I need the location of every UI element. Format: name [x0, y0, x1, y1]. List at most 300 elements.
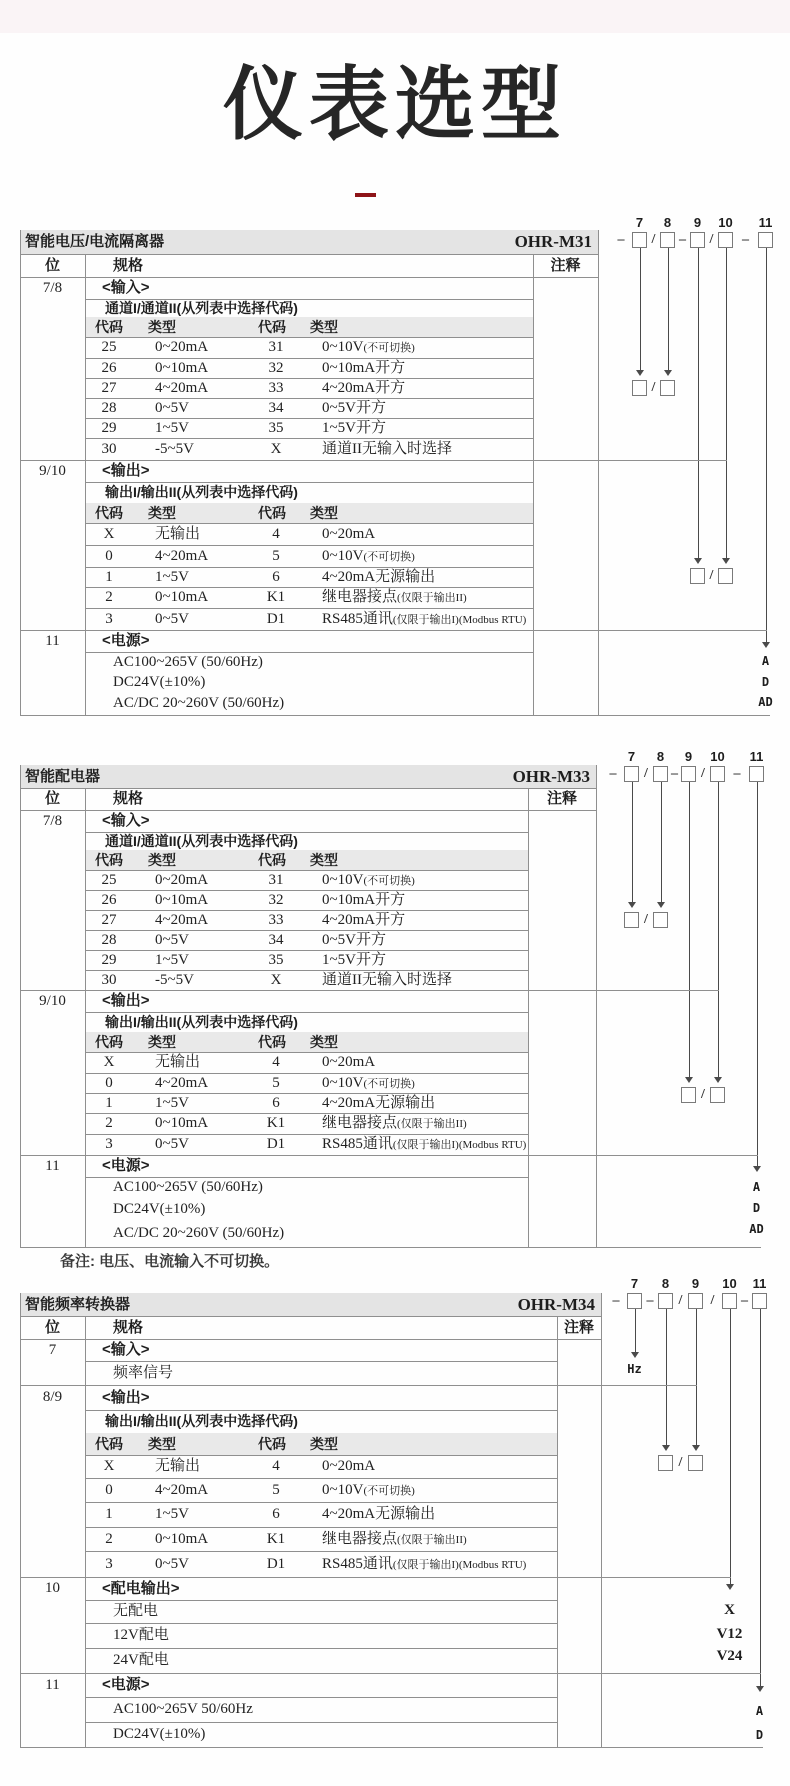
choice-separator: / — [709, 568, 714, 583]
code-header-label: 类型 — [148, 1436, 176, 1452]
section-divider — [20, 1747, 601, 1748]
choice-box — [718, 568, 733, 584]
type-cell: 0~20mA — [322, 526, 376, 542]
code-header-label: 类型 — [148, 319, 176, 335]
code-line — [689, 782, 690, 1077]
model-separator: – — [617, 232, 625, 247]
model-separator: / — [701, 766, 705, 781]
arrow-down-icon — [662, 1445, 670, 1451]
model-separator: / — [651, 232, 656, 247]
code-cell: X — [270, 972, 282, 988]
section-header: <输入> — [102, 279, 150, 296]
model-separator: / — [644, 766, 648, 781]
code-line — [726, 248, 727, 558]
option-code-label: AD — [749, 1222, 764, 1236]
option-cell: AC100~265V (50/60Hz) — [113, 1179, 263, 1195]
code-cell: 0 — [105, 548, 113, 564]
col-header-spec: 规格 — [113, 1319, 144, 1336]
section-pos-label: 9/10 — [39, 463, 66, 479]
type-cell: 0~5V — [155, 611, 189, 627]
choice-box — [624, 912, 639, 928]
option-cell: AC100~265V (50/60Hz) — [113, 654, 263, 670]
type-cell: 0~20mA — [322, 1054, 376, 1070]
model-digit: 7 — [627, 749, 636, 764]
type-cell: 1~5V — [155, 1506, 189, 1522]
code-cell: K1 — [266, 1531, 286, 1547]
col-header-note: 注释 — [546, 790, 577, 807]
table-border-right — [598, 230, 599, 715]
row-line — [85, 545, 533, 546]
model-box — [758, 232, 773, 248]
model-digit: 7 — [635, 215, 644, 230]
code-cell: 35 — [268, 420, 284, 436]
row-line — [85, 1052, 528, 1053]
code-cell: 0 — [105, 1482, 113, 1498]
option-cell: DC24V(±10%) — [113, 1201, 206, 1217]
model-separator: – — [741, 1293, 748, 1308]
code-cell: 1 — [105, 1095, 113, 1111]
title-divider — [20, 788, 596, 789]
type-cell: -5~5V — [155, 972, 194, 988]
section-pos-label: 7/8 — [42, 813, 63, 829]
table-title: 智能频率转换器 — [25, 1296, 131, 1313]
model-digit: 11 — [752, 1276, 767, 1291]
row-line — [85, 870, 528, 871]
type-cell: 0~10V(不可切换) — [322, 339, 415, 355]
choice-box — [688, 1455, 703, 1471]
connector-line — [598, 715, 770, 716]
code-cell: X — [103, 526, 115, 542]
code-cell: 30 — [101, 441, 117, 457]
option-code-label: A — [761, 654, 770, 668]
model-digit: 8 — [656, 749, 665, 764]
type-cell: 继电器接点(仅限于输出II) — [322, 1115, 467, 1131]
row-line — [85, 358, 533, 359]
connector-line — [596, 990, 719, 991]
code-cell: 6 — [272, 1506, 280, 1522]
section-pos-label: 10 — [45, 1580, 60, 1596]
code-cell: 31 — [268, 339, 284, 355]
title-accent-dash — [355, 193, 376, 197]
code-header-label: 类型 — [148, 852, 176, 868]
model-digit: 8 — [663, 215, 672, 230]
code-header-label: 类型 — [310, 319, 338, 335]
type-cell: 0~5V — [155, 1136, 189, 1152]
code-cell: 5 — [272, 1482, 280, 1498]
row-line — [85, 418, 533, 419]
choice-box — [658, 1455, 673, 1471]
code-header-label: 代码 — [95, 1034, 123, 1050]
code-cell: 33 — [268, 912, 284, 928]
type-cell: 1~5V — [155, 1095, 189, 1111]
section-pos-label: 11 — [45, 633, 60, 649]
code-line — [730, 1309, 731, 1584]
section-header: <电源> — [102, 1676, 150, 1693]
code-cell: 4 — [272, 1458, 280, 1474]
code-cell: 5 — [272, 1075, 280, 1091]
model-separator: – — [733, 766, 741, 781]
pos-column-divider — [85, 254, 86, 715]
model-digit: 10 — [710, 749, 725, 764]
type-cell: 0~5V开方 — [322, 400, 386, 416]
model-box — [653, 766, 668, 782]
choice-separator: / — [678, 1455, 683, 1470]
code-cell: 3 — [105, 1556, 113, 1572]
code-line — [661, 782, 662, 902]
row-line — [85, 930, 528, 931]
model-separator: / — [710, 1293, 715, 1308]
connector-line — [598, 460, 727, 461]
type-cell: 无输出 — [155, 1458, 201, 1474]
option-code-label: V12 — [716, 1626, 743, 1642]
model-separator: / — [678, 1293, 683, 1308]
model-digit: 10 — [722, 1276, 737, 1291]
option-code-label: X — [724, 1602, 735, 1618]
section-pos-label: 8/9 — [42, 1389, 63, 1405]
code-header-label: 类型 — [310, 852, 338, 868]
option-cell: AC/DC 20~260V (50/60Hz) — [113, 1225, 285, 1241]
code-cell: 31 — [268, 872, 284, 888]
arrow-down-icon — [631, 1352, 639, 1358]
code-cell: 6 — [272, 1095, 280, 1111]
footnote: 备注: 电压、电流输入不可切换。 — [60, 1253, 280, 1270]
section-divider — [20, 1247, 596, 1248]
model-number: OHR-M33 — [512, 767, 590, 786]
code-cell: 0 — [105, 1075, 113, 1091]
col-header-spec: 规格 — [113, 790, 144, 807]
col-header-pos: 位 — [44, 257, 60, 274]
arrow-down-icon — [657, 902, 665, 908]
code-cell: 32 — [268, 360, 284, 376]
model-digit: 10 — [718, 215, 733, 230]
type-cell: 0~10mA — [155, 1531, 209, 1547]
connector-line — [596, 1155, 758, 1156]
type-cell: 0~5V — [155, 400, 189, 416]
option-cell: DC24V(±10%) — [113, 674, 206, 690]
type-cell: 通道II无输入时选择 — [322, 441, 452, 457]
choice-box — [710, 1087, 725, 1103]
type-cell: 4~20mA — [155, 1482, 209, 1498]
section-subheader: 输出I/输出II(从列表中选择代码) — [105, 484, 298, 500]
type-cell: 0~20mA — [155, 339, 209, 355]
model-box — [627, 1293, 642, 1309]
code-cell: 33 — [268, 380, 284, 396]
arrow-down-icon — [726, 1584, 734, 1590]
section-subheader: 通道I/通道II(从列表中选择代码) — [105, 833, 298, 849]
model-separator: – — [609, 766, 617, 781]
model-box — [710, 766, 725, 782]
code-header-label: 类型 — [148, 505, 176, 521]
arrow-down-icon — [664, 370, 672, 376]
code-cell: 29 — [101, 952, 117, 968]
title-divider — [20, 1316, 601, 1317]
code-cell: 3 — [105, 1136, 113, 1152]
arrow-down-icon — [756, 1686, 764, 1692]
code-header-label: 类型 — [310, 1034, 338, 1050]
type-cell: 0~10mA开方 — [322, 892, 406, 908]
code-cell: 6 — [272, 569, 280, 585]
model-digit: 9 — [693, 215, 702, 230]
code-cell: X — [103, 1458, 115, 1474]
option-cell: AC100~265V 50/60Hz — [113, 1701, 253, 1717]
arrow-down-icon — [636, 370, 644, 376]
type-cell: 继电器接点(仅限于输出II) — [322, 589, 467, 605]
code-header-label: 代码 — [258, 505, 286, 521]
option-cell: 频率信号 — [113, 1365, 174, 1381]
type-cell: 0~10V(不可切换) — [322, 1075, 415, 1091]
code-line — [635, 1309, 636, 1352]
type-cell: 4~20mA — [155, 548, 209, 564]
row-line — [85, 1093, 528, 1094]
type-cell: 0~10V(不可切换) — [322, 872, 415, 888]
page-title: 仪表选型 — [223, 60, 567, 149]
type-cell: RS485通讯(仅限于输出I)(Modbus RTU) — [322, 611, 527, 627]
model-separator: / — [709, 232, 714, 247]
model-box — [658, 1293, 673, 1309]
code-line — [757, 782, 758, 1166]
note-column-divider — [557, 1316, 558, 1747]
code-header-label: 代码 — [258, 319, 286, 335]
section-pos-label: 7/8 — [42, 280, 63, 296]
col-header-pos: 位 — [44, 1319, 60, 1336]
type-cell: 0~20mA — [155, 872, 209, 888]
connector-line — [601, 1747, 763, 1748]
type-cell: 0~10V(不可切换) — [322, 1482, 415, 1498]
section-divider — [20, 715, 598, 716]
option-cell: AC/DC 20~260V (50/60Hz) — [113, 695, 285, 711]
code-cell: X — [270, 441, 282, 457]
type-cell: 4~20mA无源输出 — [322, 1506, 436, 1522]
model-separator: – — [742, 232, 749, 247]
option-cell: DC24V(±10%) — [113, 1726, 206, 1742]
type-cell: RS485通讯(仅限于输出I)(Modbus RTU) — [322, 1136, 527, 1152]
option-code-label: D — [755, 1728, 764, 1742]
choice-separator: / — [644, 912, 648, 927]
model-separator: – — [646, 1293, 654, 1308]
code-line — [760, 1309, 761, 1686]
section-header: <输出> — [102, 1389, 150, 1406]
type-cell: 1~5V — [155, 420, 189, 436]
connector-line — [598, 630, 767, 631]
title-divider — [20, 254, 598, 255]
section-pos-label: 9/10 — [39, 993, 66, 1009]
model-digit: 7 — [630, 1276, 639, 1291]
model-box — [688, 1293, 703, 1309]
type-cell: 4~20mA — [155, 1075, 209, 1091]
code-cell: 1 — [105, 569, 113, 585]
option-code-label: A — [752, 1180, 761, 1194]
code-cell: 26 — [101, 892, 117, 908]
row-line — [85, 1073, 528, 1074]
table-border-right — [596, 765, 597, 1247]
type-cell: 0~10mA — [155, 360, 209, 376]
code-cell: 27 — [101, 380, 117, 396]
section-pos-label: 7 — [48, 1342, 57, 1358]
connector-line — [601, 1577, 731, 1578]
option-cell: 24V配电 — [113, 1652, 169, 1668]
code-cell: X — [103, 1054, 115, 1070]
type-cell: 4~20mA开方 — [322, 912, 406, 928]
code-cell: 4 — [272, 526, 280, 542]
option-code-label: AD — [758, 695, 773, 709]
section-header: <电源> — [102, 1157, 150, 1174]
code-line — [766, 248, 767, 642]
arrow-down-icon — [628, 902, 636, 908]
model-box — [660, 232, 675, 248]
code-cell: 34 — [268, 400, 284, 416]
type-cell: 4~20mA — [155, 380, 209, 396]
section-subheader: 输出I/输出II(从列表中选择代码) — [105, 1014, 298, 1030]
code-line — [632, 782, 633, 902]
pos-column-divider — [85, 1316, 86, 1747]
type-cell: 1~5V开方 — [322, 420, 386, 436]
section-subheader: 通道I/通道II(从列表中选择代码) — [105, 300, 298, 316]
code-line — [666, 1309, 667, 1445]
row-line — [85, 378, 533, 379]
model-number: OHR-M31 — [514, 232, 592, 251]
arrow-down-icon — [692, 1445, 700, 1451]
choice-box — [660, 380, 675, 396]
code-cell: 28 — [101, 400, 117, 416]
code-cell: D1 — [266, 611, 286, 627]
code-cell: 25 — [101, 872, 117, 888]
row-line — [85, 950, 528, 951]
code-line — [668, 248, 669, 370]
type-cell: 0~10mA — [155, 892, 209, 908]
choice-box — [690, 568, 705, 584]
model-box — [690, 232, 705, 248]
code-cell: 34 — [268, 932, 284, 948]
row-line — [85, 398, 533, 399]
code-cell: 35 — [268, 952, 284, 968]
table-title: 智能电压/电流隔离器 — [25, 233, 165, 250]
model-digit: 9 — [691, 1276, 700, 1291]
col-header-spec: 规格 — [113, 257, 144, 274]
option-cell: 12V配电 — [113, 1627, 169, 1643]
code-line — [696, 1309, 697, 1445]
model-separator: – — [671, 766, 678, 781]
code-line — [718, 782, 719, 1077]
choice-separator: / — [651, 380, 656, 395]
option-code-label: A — [755, 1704, 764, 1718]
code-header-label: 代码 — [258, 1436, 286, 1452]
option-code-label: D — [752, 1201, 761, 1215]
section-header: <输入> — [102, 812, 150, 829]
code-cell: K1 — [266, 1115, 286, 1131]
type-cell: 无输出 — [155, 526, 201, 542]
code-header-label: 类型 — [310, 1436, 338, 1452]
arrow-down-icon — [762, 642, 770, 648]
code-cell: K1 — [266, 589, 286, 605]
type-cell: 0~10V(不可切换) — [322, 548, 415, 564]
table-border-left — [20, 1293, 21, 1747]
option-code-label: D — [761, 675, 770, 689]
type-cell: 通道II无输入时选择 — [322, 972, 452, 988]
code-cell: 2 — [105, 589, 113, 605]
input-signal-label: Hz — [627, 1362, 642, 1376]
code-cell: 3 — [105, 611, 113, 627]
code-cell: 25 — [101, 339, 117, 355]
row-line — [85, 438, 533, 439]
connector-line — [601, 1673, 761, 1674]
type-cell: 0~5V — [155, 1556, 189, 1572]
section-pos-label: 11 — [45, 1158, 60, 1174]
row-line — [85, 523, 533, 524]
code-cell: D1 — [266, 1556, 286, 1572]
code-cell: 4 — [272, 1054, 280, 1070]
pos-column-divider — [85, 788, 86, 1247]
code-cell: 29 — [101, 420, 117, 436]
note-column-divider — [528, 788, 529, 1247]
code-cell: 32 — [268, 892, 284, 908]
row-line — [85, 337, 533, 338]
col-header-note: 注释 — [550, 257, 581, 274]
type-cell: RS485通讯(仅限于输出I)(Modbus RTU) — [322, 1556, 527, 1572]
model-box — [749, 766, 764, 782]
section-header: <输入> — [102, 1341, 150, 1358]
connector-line — [601, 1385, 697, 1386]
model-number: OHR-M34 — [517, 1295, 595, 1314]
model-separator: – — [612, 1293, 620, 1308]
arrow-down-icon — [694, 558, 702, 564]
table-title: 智能配电器 — [25, 768, 101, 785]
model-digit: 11 — [749, 749, 764, 764]
row-line — [85, 910, 528, 911]
col-header-pos: 位 — [44, 790, 60, 807]
model-separator: – — [679, 232, 686, 247]
option-cell: 无配电 — [113, 1603, 159, 1619]
choice-box — [653, 912, 668, 928]
choice-box — [681, 1087, 696, 1103]
row-line — [85, 970, 528, 971]
col-header-note: 注释 — [563, 1319, 594, 1336]
type-cell: 无输出 — [155, 1054, 201, 1070]
type-cell: 1~5V开方 — [322, 952, 386, 968]
code-header-label: 代码 — [258, 1034, 286, 1050]
code-cell: 28 — [101, 932, 117, 948]
model-box — [718, 232, 733, 248]
table-border-left — [20, 765, 21, 1247]
table-border-right — [601, 1293, 602, 1747]
type-cell: 0~10mA开方 — [322, 360, 406, 376]
type-cell: 4~20mA无源输出 — [322, 1095, 436, 1111]
model-digit: 8 — [661, 1276, 670, 1291]
code-header-label: 代码 — [95, 852, 123, 868]
section-pos-label: 11 — [45, 1677, 60, 1693]
type-cell: 继电器接点(仅限于输出II) — [322, 1531, 467, 1547]
arrow-down-icon — [685, 1077, 693, 1083]
choice-box — [632, 380, 647, 396]
section-header: <电源> — [102, 632, 150, 649]
code-cell: 2 — [105, 1115, 113, 1131]
connector-line — [596, 1247, 761, 1248]
model-box — [624, 766, 639, 782]
section-header: <输出> — [102, 462, 150, 479]
code-cell: 26 — [101, 360, 117, 376]
choice-separator: / — [701, 1087, 705, 1102]
code-cell: 1 — [105, 1506, 113, 1522]
top-strip — [0, 0, 790, 33]
type-cell: 0~5V开方 — [322, 932, 386, 948]
model-digit: 9 — [684, 749, 693, 764]
type-cell: 0~10mA — [155, 1115, 209, 1131]
type-cell: 0~10mA — [155, 589, 209, 605]
code-header-label: 代码 — [258, 852, 286, 868]
note-column-divider — [533, 254, 534, 715]
arrow-down-icon — [722, 558, 730, 564]
code-header-label: 代码 — [95, 1436, 123, 1452]
arrow-down-icon — [753, 1166, 761, 1172]
